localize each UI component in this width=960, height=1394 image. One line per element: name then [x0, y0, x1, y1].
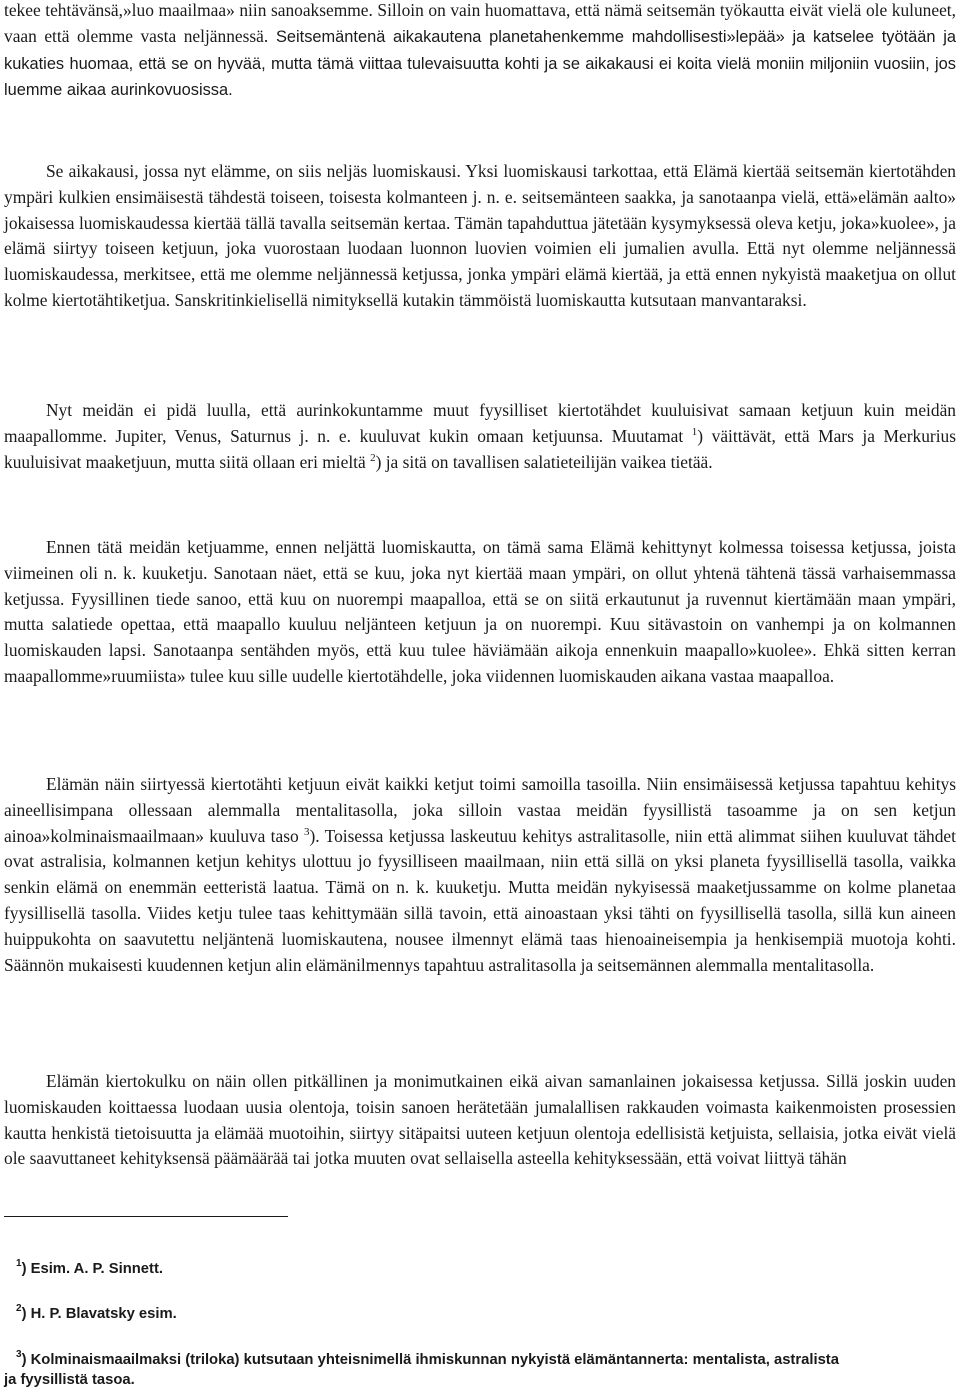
paragraph-5-text-a: Elämän näin siirtyessä kiertotähti ketjuun eivät kaikki ketjut toimi samoilla tasoilla. Niin ensimäisessä ketjussa tapahtuu kehitys aineellisimpana ollessaan alemmalla mentalitasolla, joka silloin vastaa meidän fyysillistä tasoamme ja on sen ketjun ainoa»kolminaismaailmaan» kuuluva taso	[4, 774, 956, 846]
footnote-3	[4, 1350, 956, 1390]
footnote-2-number: 2	[16, 1303, 22, 1314]
footnote-2-text: ) H. P. Blavatsky esim.	[21, 1306, 177, 1322]
paragraph-3	[4, 398, 956, 475]
paragraph-6: Elämän kiertokulku on näin ollen pitkällinen ja monimutkainen eikä aivan samanlainen jokaisessa ketjussa. Sillä joskin uuden luomiskauden koittaessa luodaan uusia olentoja, toisin sanoen herätetään jumalallisen rakkauden voimasta kaikenmoisten prosessien kautta henkistä tietoisuutta ja elämää muotoihin, siirtyy sitäpaitsi uuteen ketjuun olentoja edellisistä ketjuista, sellaisia, jotka eivät vielä ole saavuttaneet kehityksensä päämäärää tai jotka muuten ovat sellaisella asteella kehityksessään, että voivat liittyä tähän	[4, 1071, 956, 1169]
footnote-3-number: 3	[16, 1349, 22, 1360]
paragraph-1	[4, 0, 956, 104]
paragraph-5-text-b: ). Toisessa ketjussa laskeutuu kehitys astralitasolle, niin että alimmat siihen kuuluvat tähdet ovat astralisia, kolmannen ketjun kehitys ulottuu jo fyysilliseen maailmaan, niin että sillä on yksi planeta fyysillisellä tasolla, vaikka senkin elämä on enemmän eetteristä laatua. Tämä on n. k. kuuketju. Mutta meidän nykyisessä maaketjussamme on kolme planetaa fyysillisellä tasolla. Viides ketju tulee taas kehittymään sillä tavoin, että ainoastaan yksi tähti on fyysillisellä tasolla, sillä kun aineen huippukohta on saavutettu neljäntenä luomiskautena, nousee ilmennyt elämä taas hienoaineisempia ja henkisempiä muotoja kohti. Säännön mukaisesti kuudennen ketjun alin elämänilmennys tapahtuu astralitasolla ja seitsemännen alemmalla mentalitasolla.	[4, 825, 956, 975]
footnote-divider	[4, 1216, 288, 1217]
paragraph-1-lead: tekee tehtävänsä,»luo maailmaa» niin sanoaksemme. Silloin on vain huomattava, että nämä seitsemän työkautta eivät vielä ole kuluneet, vaan että olemme vasta neljännessä.	[4, 0, 956, 46]
paragraph-3-text-b: ) väittävät, että Mars ja Merkurius kuuluisivat maaketjuun, mutta siitä ollaan eri mieltä	[4, 425, 957, 472]
paragraph-5	[4, 772, 956, 978]
paragraph-3-text-a: Nyt meidän ei pidä luulla, että aurinkokuntamme muut fyysilliset kiertotähdet kuuluisivat samaan ketjuun kuin meidän maapallomme. Jupiter, Venus, Saturnus j. n. e. kuuluvat kukin omaan ketjuunsa. Muutamat	[4, 400, 956, 446]
footnote-ref-2[interactable]: 2	[370, 451, 376, 464]
footnote-1	[16, 1259, 956, 1279]
paragraph-3-text-c: ) ja sitä on tavallisen salatieteilijän vaikea tietää.	[375, 451, 713, 472]
footnote-1-text: ) Esim. A. P. Sinnett.	[21, 1261, 163, 1277]
footnote-3-text: ) Kolminaismaailmaksi (triloka) kutsutaan yhteisnimellä ihmiskunnan nykyistä elämäntannerta: mentalista, astralista	[21, 1352, 839, 1368]
footnote-ref-3[interactable]: 3	[304, 825, 310, 838]
footnote-2	[16, 1304, 956, 1324]
paragraph-2: Se aikakausi, jossa nyt elämme, on siis neljäs luomiskausi. Yksi luomiskausi tarkottaa, että Elämä kiertää seitsemän kiertotähden ympäri kulkien ensimäisestä tähdestä toiseen, toisesta kolmanteen j. n. e. seitsemänteen saakka, ja sanotaanpa vielä, että»elämän aalto» jokaisessa luomiskaudessa kiertää tällä tavalla seitsemän kertaa. Tämän tapahduttua jätetään kysymyksessä oleva ketju, joka»kuolee», ja elämä siirtyy toiseen ketjuun, joka vuorostaan luodaan luonnon luovien voimien eli jumalien avulla. Että nyt olemme neljännessä luomiskaudessa, merkitsee, että me olemme neljännessä ketjussa, jonka ympäri elämä kiertää, ja että ennen nykyistä maaketjua on ollut kolme kiertotähtiketjua. Sanskritinkielisellä nimityksellä kutakin tämmöistä luomiskautta kutsutaan manvantaraksi.	[4, 161, 956, 310]
paragraph-1-rest: Seitsemäntenä aikakautena planetahenkemme mahdollisesti»lepää» ja katselee työtään ja kukaties huomaa, että se on hyvää, mutta tämä viittaa tulevaisuutta kohti ja se aikakausi ei koita vielä moniin miljoniin vuosiin, jos luemme aikaa aurinkovuosissa.	[4, 27, 956, 100]
footnote-1-number: 1	[16, 1258, 22, 1269]
footnote-ref-1[interactable]: 1	[691, 425, 698, 438]
paragraph-4: Ennen tätä meidän ketjuamme, ennen neljättä luomiskautta, on tämä sama Elämä kehittynyt kolmessa toisessa ketjussa, joista viimeinen oli n. k. kuuketju. Sanotaan näet, että se kuu, joka nyt kiertää maan ympäri, on ollut yhtenä tähtenä tässä varhaisemmassa ketjussa. Fyysillinen tiede sanoo, että kuu on nuorempi maapalloa, että se on siitä erkautunut ja ruvennut kiertämään maan ympäri, mutta salatiede opettaa, että maapallo kuuluu neljänteen ketjuun ja on nuorempi. Kuu sitävastoin on vanhempi ja on kolmannen luomiskauden lapsi. Sanotaanpa sentähden myös, että kuu tulee häviämään aikoja ennenkuin maapallo»kuolee». Ehkä sitten kerran maapallomme»ruumiista» tulee kuu sille uudelle kiertotähdelle, joka viidennen luomiskauden aikana vastaa maapalloa.	[4, 537, 956, 686]
footnote-3-continuation: ja fyysillistä tasoa.	[4, 1372, 135, 1388]
